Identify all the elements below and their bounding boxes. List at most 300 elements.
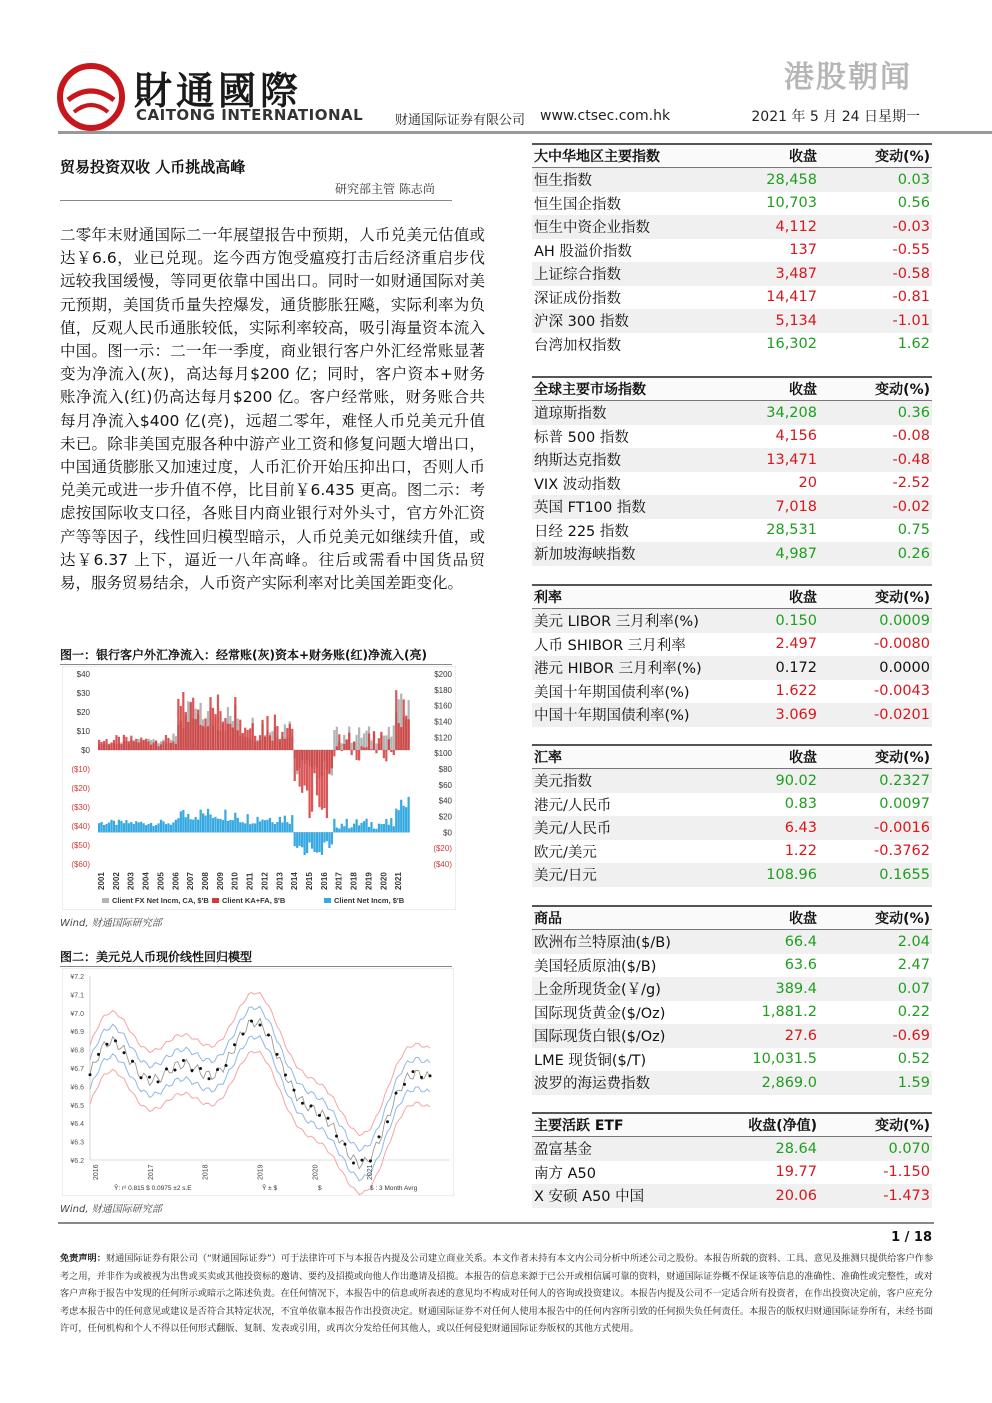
article-title: 贸易投资双收 人币挑战高峰	[60, 158, 246, 176]
bar-blue	[321, 832, 323, 855]
table-header	[532, 376, 932, 401]
year-tick: 2001	[97, 872, 106, 890]
bar-blue	[380, 824, 382, 832]
bar-blue	[135, 821, 137, 832]
bar-blue	[343, 826, 345, 832]
column-header-change: 变动(%)	[875, 750, 930, 766]
left-axis-tick: ($20)	[71, 784, 90, 793]
bar-blue	[128, 823, 130, 832]
row-close: 2,869.0	[761, 1074, 817, 1091]
bar-red	[224, 718, 226, 750]
bar-red	[209, 697, 211, 750]
row-change: -0.08	[892, 428, 930, 445]
bar-blue	[172, 822, 174, 832]
figure2-title: 图二：美元兑人币现价线性回归模型	[60, 950, 253, 964]
bar-blue	[266, 820, 268, 833]
year-tick: 2005	[156, 872, 166, 890]
bar-red	[160, 744, 162, 750]
bar-blue	[145, 825, 147, 832]
article-byline: 研究部主管 陈志尚	[335, 182, 435, 196]
bar-blue	[123, 823, 125, 832]
bar-blue	[336, 828, 338, 833]
bar-red	[271, 741, 273, 750]
table-2	[532, 584, 932, 727]
bar-red	[264, 737, 266, 750]
table-row	[532, 793, 932, 817]
avg-point	[123, 1051, 126, 1054]
avg-point	[318, 1114, 321, 1117]
bar-blue	[98, 823, 100, 832]
bar-blue	[274, 824, 276, 832]
bar-red	[385, 750, 387, 761]
bar-red	[229, 724, 231, 750]
bar-blue	[348, 828, 350, 832]
row-name: 美元指数	[534, 774, 592, 791]
bar-red	[358, 750, 360, 760]
table-row	[532, 262, 932, 286]
y-axis-tick: ¥6.6	[70, 1084, 84, 1092]
bar-blue	[400, 800, 402, 833]
y-axis-tick: ¥7.0	[70, 1010, 84, 1018]
left-axis-tick: ($40)	[71, 822, 90, 831]
bar-blue	[180, 811, 182, 832]
bar-red	[353, 742, 355, 750]
year-tick: 2015	[305, 872, 314, 890]
row-change: 0.0000	[879, 659, 930, 676]
bar-blue	[333, 819, 335, 832]
year-tick: 2019	[364, 872, 374, 890]
bar-blue	[157, 823, 159, 832]
bar-blue	[138, 822, 140, 832]
bar-blue	[247, 814, 249, 832]
bar-blue	[373, 829, 375, 833]
bar-red	[123, 735, 125, 750]
bar-red	[138, 743, 140, 750]
bar-blue	[351, 827, 353, 832]
bar-blue	[242, 822, 244, 832]
bar-blue	[155, 825, 157, 832]
table-row	[532, 633, 932, 657]
bar-red	[328, 750, 330, 774]
bar-red	[368, 734, 370, 750]
bar-blue	[323, 832, 325, 842]
row-change: -2.52	[892, 475, 930, 492]
bar-red	[115, 735, 117, 750]
bar-red	[197, 710, 199, 750]
table-row	[532, 769, 932, 793]
y-axis-tick: ¥6.3	[70, 1139, 84, 1147]
bar-red	[256, 741, 258, 750]
bar-blue	[405, 807, 407, 832]
bar-red	[227, 724, 229, 750]
bar-red	[232, 728, 234, 750]
bar-red	[365, 747, 367, 750]
table-row	[532, 1024, 932, 1048]
header-divider	[58, 131, 992, 134]
row-name: 南方 A50	[534, 1165, 596, 1182]
avg-point	[369, 1159, 372, 1162]
bar-blue	[140, 822, 142, 833]
legend-label: Client KA+FA, $'B	[222, 896, 286, 905]
bar-red	[219, 711, 221, 750]
bar-red	[388, 739, 390, 750]
right-axis-tick: $80	[438, 765, 452, 774]
bar-blue	[378, 824, 380, 833]
bar-blue	[261, 820, 263, 833]
bar-red	[237, 730, 239, 750]
avg-point	[259, 1023, 262, 1026]
bar-red	[172, 741, 174, 750]
table-row	[532, 401, 932, 425]
bar-grey	[390, 737, 392, 750]
table-row	[532, 495, 932, 519]
logo-chinese-name: 財通國際	[134, 68, 303, 113]
right-axis-tick: $160	[434, 701, 452, 711]
year-tick: 2017	[334, 872, 344, 890]
bar-red	[170, 743, 172, 750]
row-change: -0.0201	[874, 706, 930, 723]
table-row	[532, 425, 932, 449]
page-number: 1 / 18	[891, 1230, 932, 1245]
row-close: 1.622	[775, 683, 817, 700]
bar-blue	[219, 819, 221, 833]
x-axis-tick: 2018	[202, 1164, 210, 1180]
bar-red	[252, 723, 254, 750]
table-title: 商品	[534, 911, 562, 927]
row-close: 1.22	[784, 843, 817, 860]
bar-red	[360, 746, 362, 750]
company-name: 财通国际证券有限公司	[395, 113, 526, 128]
bar-blue	[363, 821, 365, 832]
right-axis-tick: $60	[438, 780, 452, 790]
table-header	[532, 584, 932, 609]
row-change: -0.69	[892, 1027, 930, 1044]
row-close: 34,208	[766, 404, 817, 421]
bar-blue	[408, 797, 410, 832]
row-close: 0.150	[775, 612, 817, 629]
bar-blue	[256, 817, 258, 832]
right-axis-tick: $40	[438, 796, 452, 806]
bar-red	[105, 739, 107, 750]
bar-red	[177, 699, 179, 750]
bar-blue	[338, 829, 340, 833]
avg-point	[327, 1117, 330, 1120]
left-axis-tick: ($50)	[71, 841, 90, 850]
bar-blue	[395, 809, 397, 833]
disclaimer-text: 财通国际证券有限公司（“财通国际证券”）可于法律许可下与本报告内提及公司建立商业关系。本文作者未持有本文内公司分析中所述公司之股份。本报告所载的资料、工具、意见及推测只提供给客户作参考之用，并非作为或被视为出售或买卖或其他投资标的邀请、要约及招揽或向他人作出邀请及招揽。本报告的信息来源于已公开或相信属可靠的资料，财通国际证券概不保证该等信息的准确性、准确性或完整性，或对客户声称于报告中发现的任何所示或暗示之陈述负责。在任何情况下，本报告中的信息或所表述的意见均不构成对任何人的咨询或投资建议。本报告内提及公司不一定适合所有投资者，在作出投资决定前，客户应充分考虑本报告中的任何意见或建议是否符合其特定状况，不宜单依靠本报告作出投资决定。财通国际证券不对任何人使用本报告中的任何内容所引致的任何损失负任何责任。本报告的版权归财通国际证券所有，未经书面许可，任何机构和个人不得以任何形式翻版、复制、发表或引用，或再次分发给任何其他人，或以任何侵犯财通国际证券版权的其他方式使用。	[60, 1253, 934, 1335]
year-tick: 2016	[319, 872, 329, 890]
bar-blue	[202, 813, 204, 832]
legend-label: $ : 3 Month Avrg	[370, 1185, 418, 1192]
bar-red	[351, 750, 353, 755]
y-axis-tick: ¥7.2	[70, 974, 84, 981]
bar-blue	[192, 820, 194, 833]
table-header	[532, 744, 932, 769]
bar-grey	[341, 743, 343, 750]
bar-blue	[209, 814, 211, 832]
figure2-divider	[60, 966, 452, 967]
table-title: 利率	[534, 590, 562, 606]
row-close: 19.77	[775, 1164, 817, 1181]
bar-grey	[351, 743, 353, 750]
table-title: 全球主要市场指数	[534, 382, 646, 398]
row-change: -0.55	[892, 242, 930, 259]
bar-blue	[100, 822, 102, 832]
row-close: 90.02	[775, 772, 817, 789]
left-axis-tick: ($30)	[71, 803, 90, 812]
company-website: www.ctsec.com.hk	[540, 108, 671, 124]
bar-blue	[276, 822, 278, 832]
footer-divider	[58, 1222, 934, 1224]
bar-blue	[182, 810, 184, 832]
bar-red	[274, 715, 276, 750]
row-name: 新加坡海峡指数	[534, 547, 636, 564]
logo-english-name: CAITONG INTERNATIONAL	[136, 106, 364, 124]
caitong-logo-icon	[56, 62, 126, 132]
bar-blue	[152, 826, 154, 832]
avg-point	[403, 1083, 406, 1086]
row-change: 0.56	[897, 195, 930, 212]
left-axis-tick: ($10)	[71, 765, 90, 774]
row-change: 1.62	[897, 336, 930, 353]
bar-grey	[365, 731, 367, 750]
bar-red	[192, 698, 194, 750]
bar-red	[308, 750, 310, 818]
figure1-source: Wind, 财通国际研究部	[60, 918, 162, 929]
table-row	[532, 286, 932, 310]
disclaimer-label: 免责声明：	[60, 1253, 106, 1264]
bar-red	[370, 749, 372, 750]
bar-blue	[346, 819, 348, 833]
row-close: 3.069	[775, 706, 817, 723]
avg-point	[157, 1080, 160, 1083]
bar-red	[403, 699, 405, 750]
bar-red	[269, 735, 271, 750]
row-name: AH 股溢价指数	[534, 243, 632, 260]
bar-red	[234, 697, 236, 750]
bar-red	[291, 729, 293, 750]
bar-blue	[222, 820, 224, 832]
bar-blue	[167, 823, 169, 832]
byline-divider	[60, 200, 452, 201]
avg-point	[395, 1092, 398, 1095]
year-tick: 2020	[379, 872, 389, 890]
bar-red	[207, 726, 209, 750]
bar-red	[296, 750, 298, 771]
bar-red	[299, 750, 301, 787]
y-axis-tick: ¥6.5	[70, 1102, 84, 1110]
column-header-close: 收盘	[789, 911, 817, 927]
bar-blue	[296, 832, 298, 848]
report-date: 2021 年 5 月 24 日星期一	[751, 109, 920, 125]
bar-grey	[383, 736, 385, 750]
bar-blue	[388, 825, 390, 833]
bar-blue	[289, 824, 291, 832]
bar-red	[195, 719, 197, 750]
row-name: 恒生指数	[534, 173, 592, 190]
year-tick: 2013	[275, 872, 285, 890]
row-close: 0.172	[775, 659, 817, 676]
legend-swatch	[324, 898, 331, 903]
year-tick: 2003	[126, 872, 136, 890]
column-header-close: 收盘	[789, 750, 817, 766]
bar-red	[289, 724, 291, 750]
bar-red	[190, 702, 192, 750]
avg-point	[293, 1089, 296, 1092]
bar-red	[321, 750, 323, 810]
bar-blue	[318, 832, 320, 852]
avg-point	[140, 1076, 143, 1079]
year-tick: 2018	[349, 872, 359, 890]
left-axis-tick: $10	[76, 727, 90, 736]
row-change: -0.48	[892, 451, 930, 468]
row-name: 美元/日元	[534, 868, 597, 885]
bar-grey	[385, 735, 387, 750]
table-0	[532, 143, 932, 356]
table-header	[532, 143, 932, 168]
row-name: 波罗的海运费指数	[534, 1076, 650, 1093]
row-name: 人币 SHIBOR 三月利率	[534, 637, 686, 654]
avg-point	[106, 1043, 109, 1046]
row-name: 盈富基金	[534, 1142, 592, 1159]
bar-red	[165, 735, 167, 750]
article-body: 二零年末财通国际二一年展望报告中预期，人币兑美元估值或达￥6.6，业已兑现。迄今西方饱受瘟疫打击后经济重启步伐远较我国缓慢，等同更依靠中国出口。同时一如财通国际对美元预期，美国货币量失控爆发，通货膨胀狂飚，实际利率为负值，反观人民币通胀较低，实际利率较高，吸引海量资本流入中国。图一示：二一年一季度，商业银行客户外汇经常账显著变为净流入(灰)，高达每月$200 亿；同时，客户资本+财务账净流入(红)仍高达每月$200 亿。客户经常账，财务账合共每月净流入$400 亿(亮)，远超二零年，难怪人币兑美元升值未已。除非美国克服各种中游产业工资和修复问题大增出口，中国通货膨胀又加速过度，人币汇价开始压抑出口，否则人币兑美元或进一步升值不停，比目前￥6.435 更高。图二示：考虑按国际收支口径，各账目内商业银行对外头寸，官方外汇资产等等因子，线性回归模型暗示，人币兑美元如继续升值，或达￥6.37 上下，逼近一八年高峰。往后或需看中国货品贸易，服务贸易结余，人币资产实际利率对比美国差距变化。	[60, 226, 485, 593]
bar-red	[284, 739, 286, 750]
avg-point	[233, 1043, 236, 1046]
bar-red	[182, 692, 184, 750]
bar-red	[133, 741, 135, 750]
bar-red	[204, 718, 206, 750]
year-tick: 2004	[141, 872, 151, 890]
table-row	[532, 1184, 932, 1208]
row-change: 2.04	[897, 933, 930, 950]
row-change: 0.070	[888, 1140, 930, 1157]
report-series-title: 港股朝闻	[784, 60, 912, 95]
bar-red	[175, 744, 177, 750]
bar-red	[143, 740, 145, 750]
row-name: 欧元/美元	[534, 844, 597, 861]
bar-red	[318, 750, 320, 807]
row-change: 0.22	[897, 1004, 930, 1021]
bar-red	[400, 727, 402, 750]
avg-point	[420, 1076, 423, 1079]
row-name: 英国 FT100 指数	[534, 500, 646, 517]
bar-red	[118, 737, 120, 750]
bar-red	[162, 741, 164, 750]
right-axis-tick: $180	[434, 685, 452, 695]
bar-blue	[110, 820, 112, 832]
right-axis-tick: $0	[443, 828, 452, 838]
row-close: 5,134	[775, 312, 817, 329]
year-tick: 2012	[260, 872, 270, 890]
row-change: 0.0009	[879, 612, 930, 629]
row-close: 389.4	[775, 980, 817, 997]
bar-blue	[254, 823, 256, 832]
bar-blue	[175, 820, 177, 833]
bar-blue	[150, 823, 152, 832]
avg-point	[225, 1064, 228, 1067]
row-name: 上金所现货金(￥/g)	[534, 982, 661, 999]
bar-red	[128, 741, 130, 750]
bar-red	[279, 739, 281, 750]
bar-red	[202, 726, 204, 750]
table-title: 汇率	[534, 750, 562, 766]
table-row	[532, 656, 932, 680]
figure2-source: Wind, 财通国际研究部	[60, 1204, 162, 1215]
table-title: 主要活跃 ETF	[534, 1118, 624, 1134]
table-row	[532, 1137, 932, 1161]
column-header-change: 变动(%)	[875, 911, 930, 927]
row-name: 沪深 300 指数	[534, 314, 629, 331]
row-close: 28,458	[766, 171, 817, 188]
table-row	[532, 863, 932, 887]
bar-blue	[187, 814, 189, 832]
x-axis-tick: 2020	[312, 1164, 320, 1180]
figure1-title: 图一：银行客户外汇净流入：经常账(灰)资本+财务账(红)净流入(亮)	[60, 648, 427, 662]
row-close: 7,018	[775, 498, 817, 515]
row-change: -1.01	[892, 312, 930, 329]
row-name: 美元 LIBOR 三月利率(%)	[534, 614, 699, 631]
bar-blue	[118, 820, 120, 833]
bar-grey	[358, 727, 360, 750]
bar-red	[390, 750, 392, 752]
table-row	[532, 1001, 932, 1025]
bar-blue	[313, 832, 315, 852]
bar-red	[266, 716, 268, 750]
column-header-close: 收盘	[789, 590, 817, 606]
row-name: 国际现货白银($/Oz)	[534, 1029, 666, 1046]
avg-point	[386, 1120, 389, 1123]
bar-red	[333, 750, 335, 756]
row-name: 纳斯达克指数	[534, 453, 621, 470]
bar-red	[313, 750, 315, 773]
row-name: 国际现货黄金($/Oz)	[534, 1005, 666, 1022]
row-name: X 安硕 A50 中国	[534, 1189, 645, 1206]
bar-red	[150, 745, 152, 750]
bar-red	[380, 732, 382, 750]
row-close: 108.96	[766, 866, 817, 883]
row-change: -0.0016	[874, 819, 930, 836]
year-tick: 2006	[171, 872, 181, 890]
avg-point	[199, 1067, 202, 1070]
bar-red	[294, 750, 296, 781]
avg-point	[131, 1060, 134, 1063]
bar-blue	[133, 824, 135, 832]
bar-blue	[316, 832, 318, 852]
bar-red	[338, 734, 340, 750]
bar-red	[286, 728, 288, 750]
avg-point	[242, 1032, 245, 1035]
bar-red	[130, 736, 132, 750]
bar-grey	[375, 743, 377, 750]
bar-blue	[398, 810, 400, 832]
row-name: 台湾加权指数	[534, 337, 621, 354]
bar-red	[217, 695, 219, 750]
bar-blue	[185, 817, 187, 832]
bar-red	[373, 731, 375, 750]
left-axis-tick: $20	[76, 708, 90, 717]
table-title: 大中华地区主要指数	[534, 149, 660, 165]
bar-blue	[143, 823, 145, 832]
table-row	[532, 977, 932, 1001]
bar-blue	[368, 827, 370, 832]
table-row	[532, 192, 932, 216]
row-close: 63.6	[784, 957, 817, 974]
bar-red	[214, 714, 216, 750]
bar-blue	[370, 822, 372, 832]
bar-red	[395, 690, 397, 750]
bar-blue	[299, 832, 301, 846]
